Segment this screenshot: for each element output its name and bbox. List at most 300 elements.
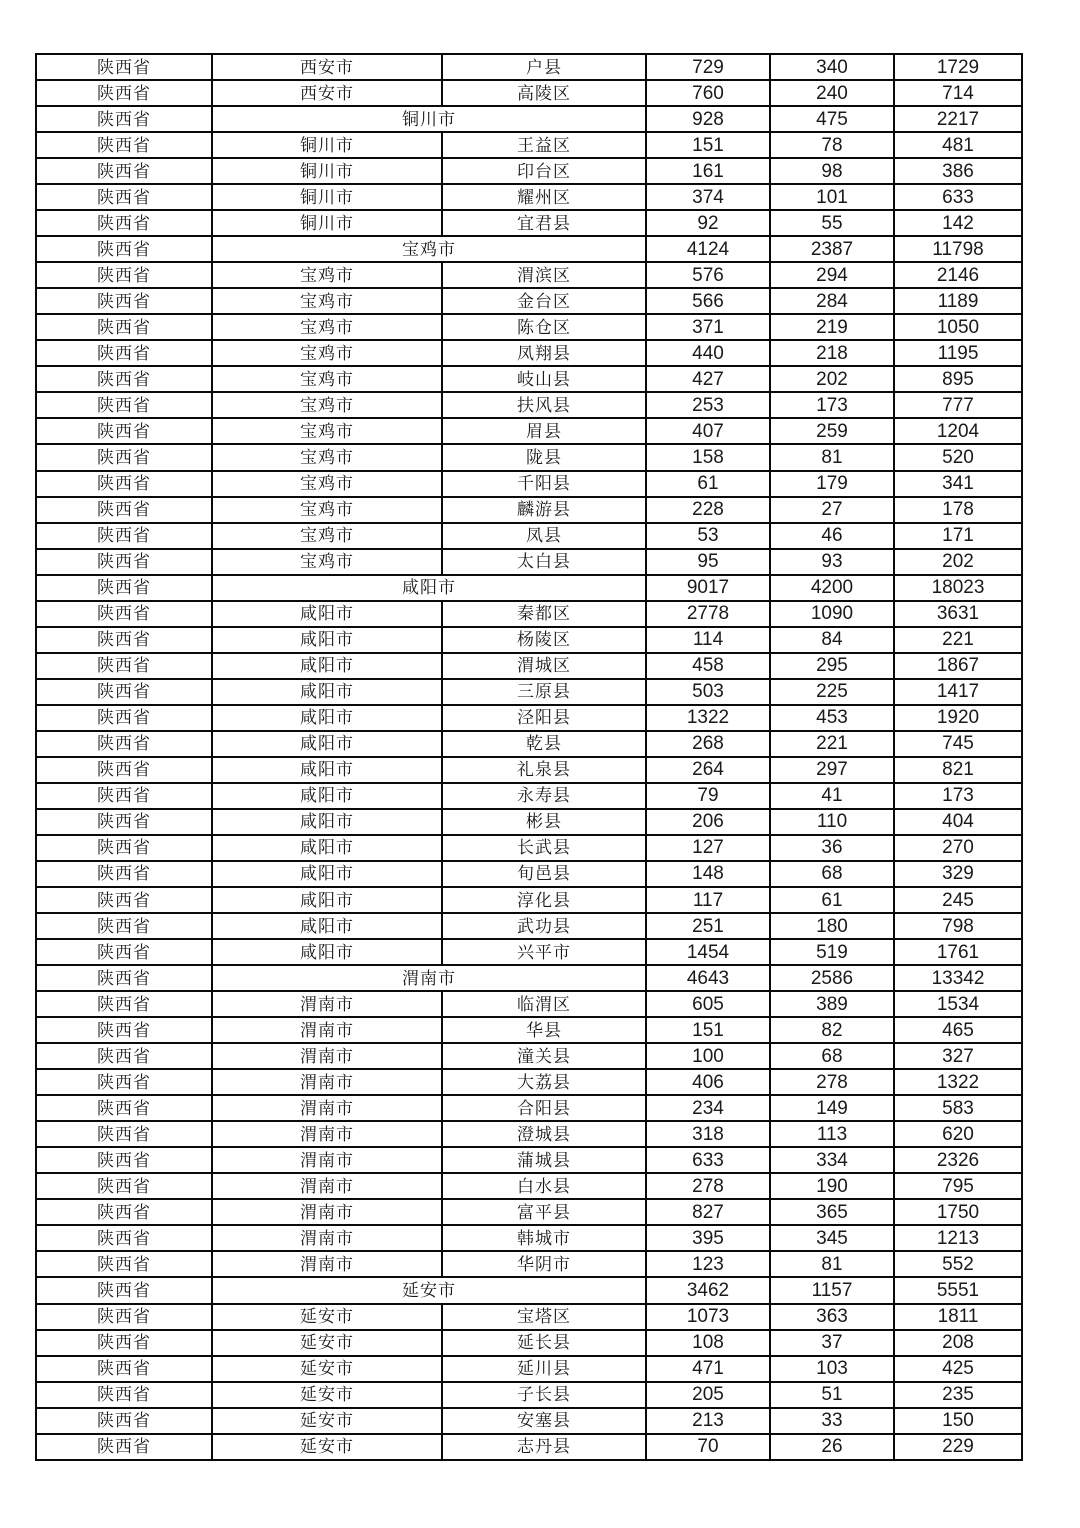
region-statistics-table — [35, 53, 1023, 1461]
table-row — [36, 1277, 1022, 1303]
value-cell: 827 — [646, 1199, 770, 1225]
province-cell: 陕西省 — [36, 471, 212, 497]
value-cell: 3462 — [646, 1277, 770, 1303]
value-cell: 221 — [770, 731, 894, 757]
county-cell: 凤县 — [442, 523, 646, 549]
value-cell: 395 — [646, 1225, 770, 1251]
county-cell: 凤翔县 — [442, 340, 646, 366]
value-cell: 100 — [646, 1043, 770, 1069]
province-cell: 陕西省 — [36, 731, 212, 757]
city-cell: 咸阳市 — [212, 705, 442, 731]
city-cell: 咸阳市 — [212, 757, 442, 783]
value-cell: 245 — [894, 887, 1022, 913]
province-cell: 陕西省 — [36, 939, 212, 965]
value-cell: 475 — [770, 106, 894, 132]
province-cell: 陕西省 — [36, 1382, 212, 1408]
value-cell: 268 — [646, 731, 770, 757]
city-cell: 渭南市 — [212, 1173, 442, 1199]
value-cell: 178 — [894, 497, 1022, 523]
province-cell: 陕西省 — [36, 1043, 212, 1069]
value-cell: 566 — [646, 288, 770, 314]
value-cell: 179 — [770, 471, 894, 497]
value-cell: 1920 — [894, 705, 1022, 731]
province-cell: 陕西省 — [36, 132, 212, 158]
value-cell: 620 — [894, 1121, 1022, 1147]
county-cell: 武功县 — [442, 913, 646, 939]
value-cell: 171 — [894, 523, 1022, 549]
province-cell: 陕西省 — [36, 210, 212, 236]
value-cell: 777 — [894, 392, 1022, 418]
city-cell: 宝鸡市 — [212, 314, 442, 340]
county-cell: 太白县 — [442, 549, 646, 575]
value-cell: 363 — [770, 1304, 894, 1330]
province-cell: 陕西省 — [36, 1356, 212, 1382]
table-row — [36, 1225, 1022, 1251]
table-row — [36, 471, 1022, 497]
county-cell: 延长县 — [442, 1330, 646, 1356]
value-cell: 340 — [770, 54, 894, 80]
table-row — [36, 1043, 1022, 1069]
county-cell: 大荔县 — [442, 1069, 646, 1095]
value-cell: 213 — [646, 1408, 770, 1434]
province-cell: 陕西省 — [36, 757, 212, 783]
value-cell: 371 — [646, 314, 770, 340]
province-cell: 陕西省 — [36, 835, 212, 861]
value-cell: 729 — [646, 54, 770, 80]
value-cell: 633 — [894, 184, 1022, 210]
county-cell: 千阳县 — [442, 471, 646, 497]
province-cell: 陕西省 — [36, 1069, 212, 1095]
value-cell: 229 — [894, 1434, 1022, 1460]
province-cell: 陕西省 — [36, 1147, 212, 1173]
county-cell: 渭城区 — [442, 653, 646, 679]
city-cell: 渭南市 — [212, 1225, 442, 1251]
table-row — [36, 497, 1022, 523]
value-cell: 2146 — [894, 262, 1022, 288]
city-cell: 宝鸡市 — [212, 366, 442, 392]
value-cell: 55 — [770, 210, 894, 236]
province-cell: 陕西省 — [36, 1199, 212, 1225]
county-cell: 志丹县 — [442, 1434, 646, 1460]
value-cell: 2387 — [770, 236, 894, 262]
value-cell: 519 — [770, 939, 894, 965]
value-cell: 795 — [894, 1173, 1022, 1199]
city-total-cell: 渭南市 — [212, 965, 646, 991]
value-cell: 1050 — [894, 314, 1022, 340]
table-row — [36, 158, 1022, 184]
value-cell: 149 — [770, 1095, 894, 1121]
county-cell: 户县 — [442, 54, 646, 80]
table-row — [36, 991, 1022, 1017]
table-row — [36, 418, 1022, 444]
province-cell: 陕西省 — [36, 262, 212, 288]
value-cell: 552 — [894, 1251, 1022, 1277]
city-cell: 延安市 — [212, 1356, 442, 1382]
value-cell: 11798 — [894, 236, 1022, 262]
table-row — [36, 1199, 1022, 1225]
table-row — [36, 653, 1022, 679]
value-cell: 173 — [770, 392, 894, 418]
city-cell: 宝鸡市 — [212, 288, 442, 314]
province-cell: 陕西省 — [36, 575, 212, 601]
table-row — [36, 366, 1022, 392]
value-cell: 81 — [770, 444, 894, 470]
value-cell: 270 — [894, 835, 1022, 861]
value-cell: 61 — [770, 887, 894, 913]
province-cell: 陕西省 — [36, 418, 212, 444]
value-cell: 633 — [646, 1147, 770, 1173]
value-cell: 27 — [770, 497, 894, 523]
value-cell: 103 — [770, 1356, 894, 1382]
province-cell: 陕西省 — [36, 1304, 212, 1330]
value-cell: 1750 — [894, 1199, 1022, 1225]
city-cell: 宝鸡市 — [212, 471, 442, 497]
province-cell: 陕西省 — [36, 1251, 212, 1277]
table-row — [36, 575, 1022, 601]
table-row — [36, 288, 1022, 314]
value-cell: 284 — [770, 288, 894, 314]
city-cell: 宝鸡市 — [212, 392, 442, 418]
city-cell: 咸阳市 — [212, 627, 442, 653]
county-cell: 秦都区 — [442, 601, 646, 627]
province-cell: 陕西省 — [36, 913, 212, 939]
value-cell: 202 — [894, 549, 1022, 575]
value-cell: 150 — [894, 1408, 1022, 1434]
value-cell: 51 — [770, 1382, 894, 1408]
province-cell: 陕西省 — [36, 783, 212, 809]
province-cell: 陕西省 — [36, 314, 212, 340]
value-cell: 113 — [770, 1121, 894, 1147]
city-cell: 延安市 — [212, 1434, 442, 1460]
city-total-cell: 宝鸡市 — [212, 236, 646, 262]
table-row — [36, 1121, 1022, 1147]
county-cell: 高陵区 — [442, 80, 646, 106]
table-row — [36, 1408, 1022, 1434]
value-cell: 70 — [646, 1434, 770, 1460]
value-cell: 1204 — [894, 418, 1022, 444]
value-cell: 18023 — [894, 575, 1022, 601]
value-cell: 714 — [894, 80, 1022, 106]
value-cell: 219 — [770, 314, 894, 340]
city-cell: 宝鸡市 — [212, 523, 442, 549]
table-row — [36, 913, 1022, 939]
province-cell: 陕西省 — [36, 679, 212, 705]
city-cell: 咸阳市 — [212, 887, 442, 913]
value-cell: 365 — [770, 1199, 894, 1225]
province-cell: 陕西省 — [36, 1121, 212, 1147]
city-cell: 咸阳市 — [212, 913, 442, 939]
county-cell: 韩城市 — [442, 1225, 646, 1251]
value-cell: 251 — [646, 913, 770, 939]
table-row — [36, 861, 1022, 887]
city-cell: 渭南市 — [212, 1199, 442, 1225]
province-cell: 陕西省 — [36, 80, 212, 106]
county-cell: 合阳县 — [442, 1095, 646, 1121]
table-row — [36, 549, 1022, 575]
value-cell: 81 — [770, 1251, 894, 1277]
value-cell: 110 — [770, 809, 894, 835]
value-cell: 2326 — [894, 1147, 1022, 1173]
value-cell: 427 — [646, 366, 770, 392]
city-cell: 渭南市 — [212, 1095, 442, 1121]
value-cell: 1322 — [646, 705, 770, 731]
table-row — [36, 679, 1022, 705]
table-row — [36, 1356, 1022, 1382]
value-cell: 895 — [894, 366, 1022, 392]
city-cell: 渭南市 — [212, 991, 442, 1017]
county-cell: 金台区 — [442, 288, 646, 314]
city-cell: 渭南市 — [212, 1121, 442, 1147]
province-cell: 陕西省 — [36, 1095, 212, 1121]
table-row — [36, 184, 1022, 210]
city-cell: 咸阳市 — [212, 861, 442, 887]
province-cell: 陕西省 — [36, 444, 212, 470]
value-cell: 374 — [646, 184, 770, 210]
table-row — [36, 1095, 1022, 1121]
province-cell: 陕西省 — [36, 653, 212, 679]
value-cell: 327 — [894, 1043, 1022, 1069]
city-cell: 延安市 — [212, 1304, 442, 1330]
county-cell: 华阴市 — [442, 1251, 646, 1277]
region-statistics-table-wrap — [35, 53, 1021, 1461]
city-cell: 西安市 — [212, 54, 442, 80]
value-cell: 605 — [646, 991, 770, 1017]
value-cell: 4200 — [770, 575, 894, 601]
value-cell: 503 — [646, 679, 770, 705]
value-cell: 745 — [894, 731, 1022, 757]
value-cell: 481 — [894, 132, 1022, 158]
value-cell: 453 — [770, 705, 894, 731]
value-cell: 37 — [770, 1330, 894, 1356]
city-cell: 咸阳市 — [212, 783, 442, 809]
province-cell: 陕西省 — [36, 1277, 212, 1303]
value-cell: 264 — [646, 757, 770, 783]
value-cell: 583 — [894, 1095, 1022, 1121]
value-cell: 234 — [646, 1095, 770, 1121]
value-cell: 259 — [770, 418, 894, 444]
city-cell: 延安市 — [212, 1382, 442, 1408]
province-cell: 陕西省 — [36, 549, 212, 575]
value-cell: 218 — [770, 340, 894, 366]
value-cell: 205 — [646, 1382, 770, 1408]
table-row — [36, 939, 1022, 965]
table-row — [36, 1304, 1022, 1330]
province-cell: 陕西省 — [36, 392, 212, 418]
value-cell: 235 — [894, 1382, 1022, 1408]
city-cell: 铜川市 — [212, 158, 442, 184]
table-row — [36, 1330, 1022, 1356]
table-row — [36, 340, 1022, 366]
county-cell: 耀州区 — [442, 184, 646, 210]
city-total-cell: 铜川市 — [212, 106, 646, 132]
city-cell: 渭南市 — [212, 1043, 442, 1069]
value-cell: 114 — [646, 627, 770, 653]
value-cell: 1157 — [770, 1277, 894, 1303]
table-row — [36, 1069, 1022, 1095]
county-cell: 乾县 — [442, 731, 646, 757]
province-cell: 陕西省 — [36, 1330, 212, 1356]
value-cell: 1761 — [894, 939, 1022, 965]
city-cell: 宝鸡市 — [212, 262, 442, 288]
value-cell: 151 — [646, 1017, 770, 1043]
value-cell: 1811 — [894, 1304, 1022, 1330]
city-cell: 宝鸡市 — [212, 418, 442, 444]
value-cell: 253 — [646, 392, 770, 418]
table-row — [36, 783, 1022, 809]
value-cell: 151 — [646, 132, 770, 158]
table-row — [36, 236, 1022, 262]
province-cell: 陕西省 — [36, 991, 212, 1017]
value-cell: 458 — [646, 653, 770, 679]
city-cell: 宝鸡市 — [212, 444, 442, 470]
province-cell: 陕西省 — [36, 497, 212, 523]
table-row — [36, 1434, 1022, 1460]
province-cell: 陕西省 — [36, 601, 212, 627]
value-cell: 93 — [770, 549, 894, 575]
value-cell: 318 — [646, 1121, 770, 1147]
county-cell: 岐山县 — [442, 366, 646, 392]
table-row — [36, 106, 1022, 132]
value-cell: 1454 — [646, 939, 770, 965]
county-cell: 澄城县 — [442, 1121, 646, 1147]
county-cell: 永寿县 — [442, 783, 646, 809]
table-row — [36, 705, 1022, 731]
province-cell: 陕西省 — [36, 861, 212, 887]
value-cell: 297 — [770, 757, 894, 783]
value-cell: 26 — [770, 1434, 894, 1460]
county-cell: 白水县 — [442, 1173, 646, 1199]
table-row — [36, 601, 1022, 627]
county-cell: 三原县 — [442, 679, 646, 705]
value-cell: 389 — [770, 991, 894, 1017]
value-cell: 404 — [894, 809, 1022, 835]
value-cell: 98 — [770, 158, 894, 184]
value-cell: 190 — [770, 1173, 894, 1199]
city-cell: 延安市 — [212, 1330, 442, 1356]
county-cell: 泾阳县 — [442, 705, 646, 731]
value-cell: 158 — [646, 444, 770, 470]
value-cell: 345 — [770, 1225, 894, 1251]
city-cell: 铜川市 — [212, 184, 442, 210]
value-cell: 240 — [770, 80, 894, 106]
city-cell: 铜川市 — [212, 132, 442, 158]
county-cell: 华县 — [442, 1017, 646, 1043]
county-cell: 兴平市 — [442, 939, 646, 965]
province-cell: 陕西省 — [36, 54, 212, 80]
county-cell: 彬县 — [442, 809, 646, 835]
value-cell: 3631 — [894, 601, 1022, 627]
county-cell: 蒲城县 — [442, 1147, 646, 1173]
value-cell: 9017 — [646, 575, 770, 601]
province-cell: 陕西省 — [36, 809, 212, 835]
table-row — [36, 80, 1022, 106]
value-cell: 41 — [770, 783, 894, 809]
county-cell: 临渭区 — [442, 991, 646, 1017]
county-cell: 长武县 — [442, 835, 646, 861]
table-row — [36, 1382, 1022, 1408]
city-cell: 咸阳市 — [212, 601, 442, 627]
table-row — [36, 1147, 1022, 1173]
table-row — [36, 392, 1022, 418]
city-cell: 咸阳市 — [212, 653, 442, 679]
province-cell: 陕西省 — [36, 1173, 212, 1199]
value-cell: 329 — [894, 861, 1022, 887]
value-cell: 82 — [770, 1017, 894, 1043]
value-cell: 341 — [894, 471, 1022, 497]
table-row — [36, 132, 1022, 158]
province-cell: 陕西省 — [36, 1017, 212, 1043]
city-cell: 咸阳市 — [212, 679, 442, 705]
province-cell: 陕西省 — [36, 965, 212, 991]
county-cell: 延川县 — [442, 1356, 646, 1382]
value-cell: 161 — [646, 158, 770, 184]
county-cell: 陈仓区 — [442, 314, 646, 340]
table-row — [36, 54, 1022, 80]
county-cell: 麟游县 — [442, 497, 646, 523]
table-row — [36, 210, 1022, 236]
table-body — [36, 54, 1022, 1460]
value-cell: 520 — [894, 444, 1022, 470]
value-cell: 202 — [770, 366, 894, 392]
province-cell: 陕西省 — [36, 1434, 212, 1460]
table-row — [36, 887, 1022, 913]
value-cell: 2778 — [646, 601, 770, 627]
value-cell: 1189 — [894, 288, 1022, 314]
county-cell: 礼泉县 — [442, 757, 646, 783]
table-row — [36, 965, 1022, 991]
table-row — [36, 809, 1022, 835]
city-total-cell: 咸阳市 — [212, 575, 646, 601]
value-cell: 53 — [646, 523, 770, 549]
county-cell: 陇县 — [442, 444, 646, 470]
value-cell: 471 — [646, 1356, 770, 1382]
value-cell: 123 — [646, 1251, 770, 1277]
city-cell: 渭南市 — [212, 1147, 442, 1173]
table-row — [36, 1173, 1022, 1199]
county-cell: 渭滨区 — [442, 262, 646, 288]
value-cell: 928 — [646, 106, 770, 132]
city-cell: 宝鸡市 — [212, 549, 442, 575]
value-cell: 1867 — [894, 653, 1022, 679]
value-cell: 1417 — [894, 679, 1022, 705]
value-cell: 46 — [770, 523, 894, 549]
value-cell: 36 — [770, 835, 894, 861]
city-cell: 宝鸡市 — [212, 497, 442, 523]
value-cell: 180 — [770, 913, 894, 939]
city-cell: 渭南市 — [212, 1251, 442, 1277]
value-cell: 127 — [646, 835, 770, 861]
table-row — [36, 757, 1022, 783]
value-cell: 425 — [894, 1356, 1022, 1382]
province-cell: 陕西省 — [36, 236, 212, 262]
value-cell: 406 — [646, 1069, 770, 1095]
city-cell: 铜川市 — [212, 210, 442, 236]
city-cell: 宝鸡市 — [212, 340, 442, 366]
value-cell: 407 — [646, 418, 770, 444]
value-cell: 33 — [770, 1408, 894, 1434]
province-cell: 陕西省 — [36, 106, 212, 132]
value-cell: 78 — [770, 132, 894, 158]
table-row — [36, 262, 1022, 288]
province-cell: 陕西省 — [36, 887, 212, 913]
county-cell: 潼关县 — [442, 1043, 646, 1069]
city-total-cell: 延安市 — [212, 1277, 646, 1303]
value-cell: 294 — [770, 262, 894, 288]
value-cell: 142 — [894, 210, 1022, 236]
value-cell: 173 — [894, 783, 1022, 809]
province-cell: 陕西省 — [36, 523, 212, 549]
county-cell: 眉县 — [442, 418, 646, 444]
